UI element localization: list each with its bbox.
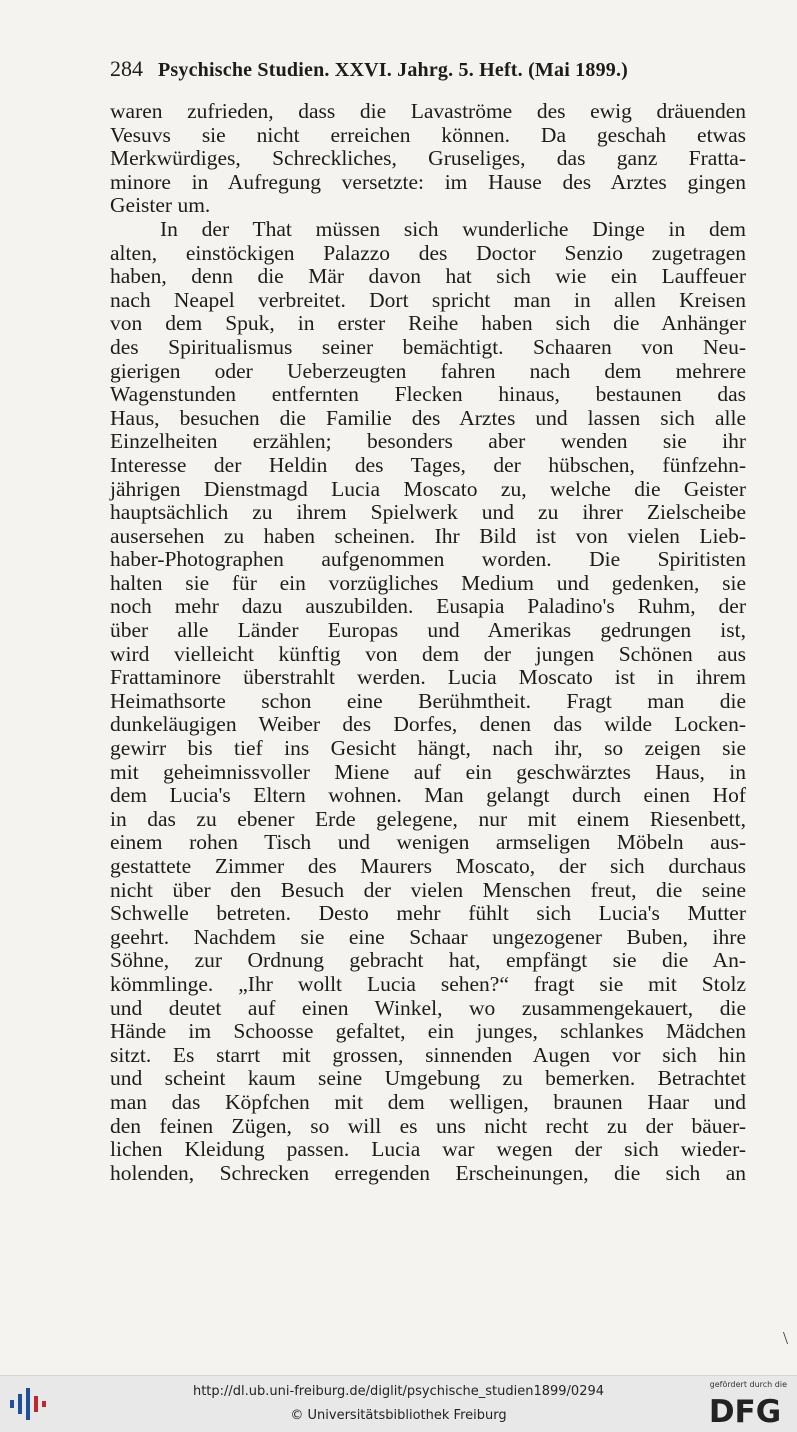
text-line: In der That müssen sich wunderliche Dinge in dem [160,216,746,241]
text-line: Frattaminore überstrahlt werden. Lucia Moscato ist in ihrem [110,665,746,690]
document-url-link[interactable]: http://dl.ub.uni-freiburg.de/diglit/psychische_studien1899/0294 [192,1384,605,1399]
text-line: gierigen oder Ueberzeugten fahren nach dem mehrere [110,358,746,383]
margin-mark: \ [783,1328,789,1348]
text-line: jährigen Dienstmagd Lucia Moscato zu, welche die Geister [110,476,746,501]
text-line: gestattete Zimmer des Maurers Moscato, der sich durchaus [110,854,746,878]
text-line: geehrt. Nachdem sie eine Schaar ungezogener Buben, ihre [110,924,746,949]
text-line: Heimathsorte schon eine Berühmtheit. Fragt man die [110,688,746,713]
dfg-logo-icon [703,1393,787,1425]
text-line: einem rohen Tisch und wenigen armseligen Möbeln aus- [110,830,746,855]
text-line: Schwelle betreten. Desto mehr fühlt sich Lucia's Mutter [110,901,746,926]
dfg-logo-text: DFG [708,1394,782,1425]
text-line: den feinen Zügen, so will es uns nicht recht zu der bäuer- [110,1113,746,1138]
text-line: dunkeläugigen Weiber des Dorfes, denen das wilde Locken- [110,712,746,737]
text-line: ausersehen zu haben scheinen. Ihr Bild ist von vielen Lieb- [110,523,746,548]
text-line: von dem Spuk, in erster Reihe haben sich die Anhänger [110,311,746,336]
text-line: sitzt. Es starrt mit grossen, sinnenden Augen vor sich hin [110,1042,746,1067]
text-line: gewirr bis tief ins Gesicht hängt, nach ihr, so zeigen sie [110,736,746,761]
header-title: Psychische Studien. XXVI. Jahrg. 5. Heft. (Mai 1899.) [158,59,629,81]
text-line: wird vielleicht künftig von dem der jungen Schönen aus [110,641,746,666]
text-line: haber-Photographen aufgenommen worden. Die Spiritisten [110,547,746,572]
text-line: halten sie für ein vorzügliches Medium und gedenken, sie [110,570,746,595]
text-line: in das zu ebener Erde gelegene, nur mit einem Riesenbett, [110,806,746,831]
text-line: Merkwürdiges, Schreckliches, Gruseliges, das ganz Fratta- [110,146,746,171]
page-number: 284 [110,56,143,81]
text-line: man das Köpfchen mit dem welligen, braunen Haar und [110,1089,746,1114]
text-line: Söhne, zur Ordnung gebracht hat, empfängt sie die An- [110,948,746,973]
text-line: Hände im Schoosse gefaltet, ein junges, schlankes Mädchen [110,1019,746,1044]
text-line: Geister um. [110,193,211,218]
text-line: und deutet auf einen Winkel, wo zusammengekauert, die [110,995,746,1020]
text-line: waren zufrieden, dass die Lavaströme des ewig dräuenden [110,99,746,123]
text-line: Wagenstunden entfernten Flecken hinaus, bestaunen das [110,382,746,407]
copyright-text: © Universitätsbibliothek Freiburg [290,1408,507,1423]
text-line: hauptsächlich zu ihrem Spielwerk und zu ihrer Zielscheibe [110,500,746,525]
text-line: holenden, Schrecken erregenden Erscheinungen, die sich an [110,1160,746,1185]
text-line: Vesuvs sie nicht erreichen können. Da geschah etwas [110,122,746,147]
viewer-footer [0,1375,797,1432]
text-line: des Spiritualismus seiner bemächtigt. Schaaren von Neu- [110,334,746,359]
text-line: über alle Länder Europas und Amerikas gedrungen ist, [110,618,746,643]
body-text [110,100,746,1185]
text-line: nicht über den Besuch der vielen Menschen freut, die seine [110,877,746,902]
running-header [110,56,746,86]
text-line: Einzelheiten erzählen; besonders aber wenden sie ihr [110,429,746,454]
text-line: noch mehr dazu auszubilden. Eusapia Paladino's Ruhm, der [110,594,746,619]
text-line: dem Lucia's Eltern wohnen. Man gelangt durch einen Hof [110,783,746,808]
text-line: und scheint kaum seine Umgebung zu bemerken. Betrachtet [110,1066,746,1091]
text-line: nach Neapel verbreitet. Dort spricht man in allen Kreisen [110,287,746,312]
text-line: haben, denn die Mär davon hat sich wie ein Lauffeuer [110,264,746,289]
text-line: lichen Kleidung passen. Lucia war wegen der sich wieder- [110,1137,746,1162]
text-line: Haus, besuchen die Familie des Arztes und lassen sich alle [110,405,746,430]
dfg-funding-note: gefördert durch die [709,1380,787,1389]
text-line: minore in Aufregung versetzte: im Hause des Arztes gingen [110,169,746,194]
text-line: Interesse der Heldin des Tages, der hübschen, fünfzehn- [110,452,746,477]
text-line: mit geheimnissvoller Miene auf ein geschwärztes Haus, in [110,759,746,784]
text-line: alten, einstöckigen Palazzo des Doctor Senzio zugetragen [110,240,746,265]
text-line: kömmlinge. „Ihr wollt Lucia sehen?“ fragt sie mit Stolz [110,971,746,996]
